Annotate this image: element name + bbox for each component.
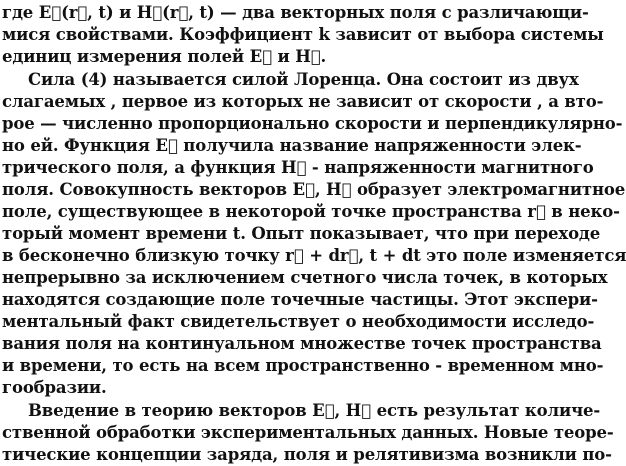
text-line: рое — численно пропорционально скорости и перпендикулярно-: [2, 114, 623, 133]
text-line: вания поля на континуальном множестве точек пространства: [2, 334, 602, 353]
text-line: единиц измерения полей E⃗ и H⃗.: [2, 47, 327, 66]
text-line: ственной обработки экспериментальных данных. Новые теоре-: [2, 423, 614, 442]
text-line: слагаемых , первое из которых не зависит от скорости , а вто-: [2, 92, 604, 111]
text-line: трического поля, а функция H⃗ - напряженности магнитного: [2, 158, 594, 177]
text-line: гообразии.: [2, 378, 107, 397]
text-line: ментальный факт свидетельствует о необходимости исследо-: [2, 312, 595, 331]
text-line: в бесконечно близкую точку r⃗ + dr⃗, t + dt это поле изменяется: [2, 246, 626, 265]
text-line: где E⃗(r⃗, t) и H⃗(r⃗, t) — два векторных поля с различающи-: [2, 3, 589, 22]
paragraph-first-line: Введение в теорию векторов E⃗, H⃗ есть результат количе-: [28, 401, 601, 420]
text-line: находятся создающие поле точечные частицы. Этот экспери-: [2, 290, 598, 309]
text-line: но ей. Функция E⃗ получила название напряженности элек-: [2, 136, 582, 155]
text-line: и времени, то есть на всем пространственно - временном мно-: [2, 356, 604, 375]
text-line: поле, существующее в некоторой точке пространства r⃗ в неко-: [2, 202, 620, 221]
text-line: непрерывно за исключением счетного числа точек, в которых: [2, 268, 608, 287]
text-line: мися свойствами. Коэффициент k зависит от выбора системы: [2, 25, 604, 44]
text-line: тические концепции заряда, поля и релятивизма возникли по-: [2, 445, 612, 464]
text-line: поля. Совокупность векторов E⃗, H⃗ образует электромагнитное: [2, 180, 626, 199]
text-line: торый момент времени t. Опыт показывает, что при переходе: [2, 224, 601, 243]
paragraph-first-line: Сила (4) называется силой Лоренца. Она состоит из двух: [28, 70, 579, 89]
